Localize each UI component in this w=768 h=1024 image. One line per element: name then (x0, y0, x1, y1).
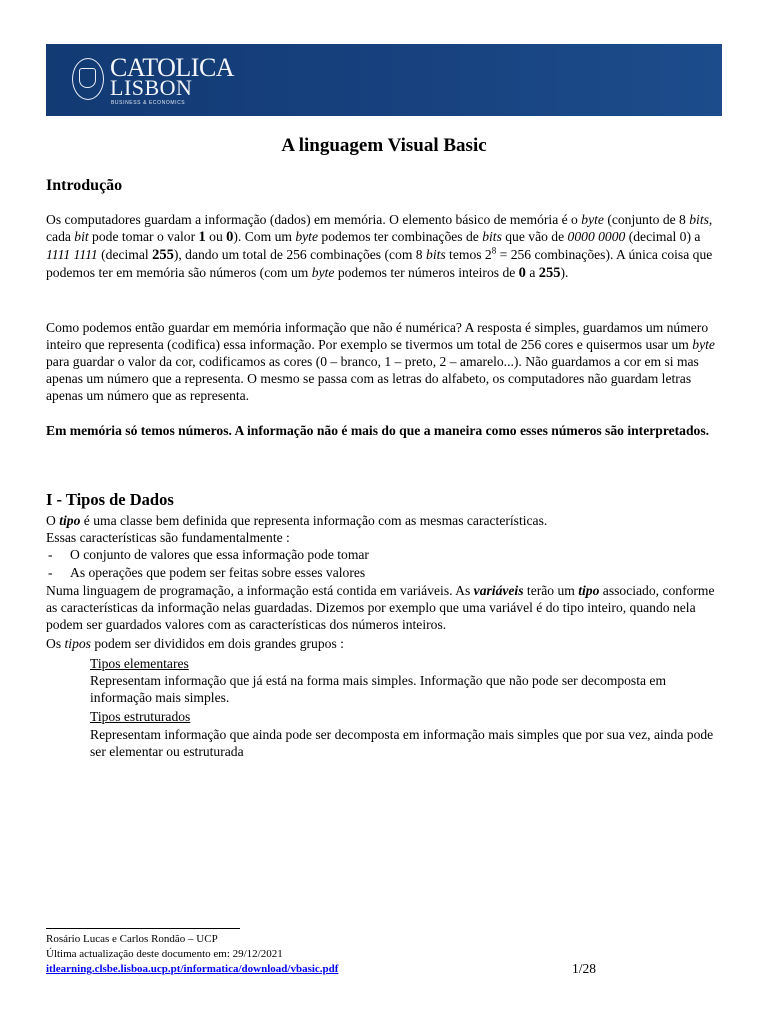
header-banner (46, 44, 722, 116)
list-dash: - (48, 547, 53, 562)
section-1-heading: I - Tipos de Dados (46, 490, 174, 509)
text-run: podemos ter números inteiros de (334, 265, 519, 280)
text-run: (decimal 0) a (625, 229, 701, 244)
text-run: tipo (578, 583, 600, 598)
text-run: temos 2 (445, 247, 492, 262)
text-run: byte (581, 212, 604, 227)
text-run: 0 (518, 265, 526, 281)
text-run: ou (205, 229, 227, 244)
intro-heading: Introdução (46, 177, 123, 194)
university-crest-icon (72, 58, 104, 100)
text-run: é uma classe bem definida que representa informação com as mesmas características. (80, 513, 548, 528)
section-1-line-2: Essas características são fundamentalmente : (46, 530, 290, 545)
text-run: ), dando um total de 256 combinações (com 8 (173, 247, 427, 262)
section-1-line-1 (46, 512, 726, 529)
text-run: (decimal (97, 247, 153, 262)
text-run: Os (46, 636, 65, 651)
elementary-types-text: Representam informação que já está na forma mais simples. Informação que não pode ser decomposta em informação mais simples. (90, 673, 667, 705)
text-run: 8 (491, 245, 497, 256)
text-run: byte (295, 229, 318, 244)
text-run: bits (426, 247, 446, 262)
text-run: 255 (538, 265, 561, 281)
brand-line-2: LISBON (110, 75, 193, 100)
intro-paragraph-3: Em memória só temos números. A informação não é mais do que a maneira como esses números são interpretados. (46, 423, 710, 438)
text-run: Numa linguagem de programação, a informação está contida em variáveis. As (46, 583, 474, 598)
text-run: Os computadores guardam a informação (dados) em memória. O elemento básico de memória é o (46, 212, 582, 227)
text-run: bits (689, 212, 709, 227)
footer-document-link[interactable]: itlearning.clsbe.lisboa.ucp.pt/informatica/download/vbasic.pdf (46, 963, 339, 975)
text-run: podemos ter combinações de (318, 229, 483, 244)
text-run: associado, conforme as características da informação nelas guardadas. Dizemos por exemplo que uma variável é do tipo inteiro, quando nela podem ser guardados valores com as características dos números inteiros. (46, 583, 715, 632)
intro-paragraph-2 (46, 319, 726, 404)
text-run: variáveis (473, 583, 524, 598)
text-run: 255 (152, 247, 174, 263)
intro-paragraph-1 (46, 211, 726, 282)
text-run: ). Com um (233, 229, 296, 244)
elementary-types-title: Tipos elementares (90, 656, 189, 671)
list-dash: - (48, 565, 53, 580)
brand-line-1: CATOLICA (110, 53, 235, 82)
text-run: O (46, 513, 60, 528)
section-1-variables-paragraph (46, 582, 726, 633)
text-run: terão um (523, 583, 579, 598)
page-number: 1/28 (572, 961, 597, 976)
text-run: pode tomar o valor (88, 229, 199, 244)
text-run: 0 (226, 229, 234, 245)
text-run: Como podemos então guardar em memória informação que não é numérica? A resposta é simples, guardamos um número inteiro que representa (codifica) essa informação. Por exemplo se tivermos um total de 256 cores e quisermos usar um (46, 320, 709, 352)
text-run: tipo (59, 513, 81, 528)
section-1-groups-line (46, 635, 726, 652)
text-run: (conjunto de 8 (603, 212, 690, 227)
text-run: = 256 combinações). A única coisa que podemos ter em memória são números (com um (46, 247, 713, 280)
text-run: bits (482, 229, 502, 244)
footer-divider (46, 928, 240, 929)
text-run: ). (560, 265, 569, 280)
text-run: para guardar o valor da cor, codificamos as cores (0 – branco, 1 – preto, 2 – amarelo...). Não guardamos a cor em si mas apenas um número que a representa. O mesmo se passa com as letras do alfabeto, os computadores não guardam letras apenas um número que as representa. (46, 354, 699, 403)
text-run: 1 (198, 229, 206, 245)
document-title: A linguagem Visual Basic (281, 135, 487, 156)
text-run: podem ser divididos em dois grandes grupos : (90, 636, 344, 651)
list-item-text: As operações que podem ser feitas sobre esses valores (70, 565, 366, 580)
text-run: a (525, 265, 539, 280)
text-run: byte (692, 337, 715, 352)
list-item-text: O conjunto de valores que essa informação pode tomar (70, 547, 369, 562)
footer-authors: Rosário Lucas e Carlos Rondão – UCP (46, 933, 218, 945)
structured-types-title: Tipos estruturados (90, 709, 191, 724)
brand-line-3: BUSINESS & ECONOMICS (111, 100, 186, 106)
footer-updated: Última actualização deste documento em: 29/12/2021 (46, 948, 283, 960)
text-run: bit (74, 229, 89, 244)
text-run: tipos (64, 636, 91, 651)
text-run: byte (311, 265, 335, 280)
text-run: que vão de (501, 229, 568, 244)
structured-types-text: Representam informação que ainda pode ser decomposta em informação mais simples que por sua vez, ainda pode ser elementar ou estruturada (90, 727, 714, 759)
text-run: 0000 0000 (567, 229, 626, 244)
text-run: 1111 1111 (46, 247, 98, 262)
text-run: , cada (46, 212, 713, 244)
